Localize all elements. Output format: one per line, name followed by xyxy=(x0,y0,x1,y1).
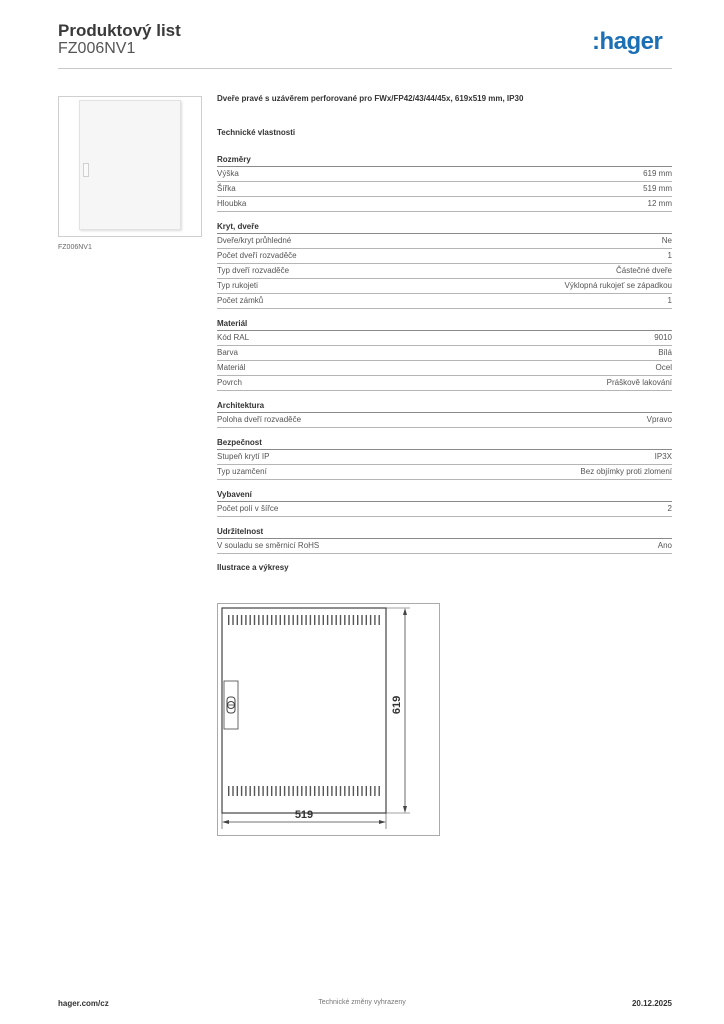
spec-label: V souladu se směrnicí RoHS xyxy=(217,541,320,550)
spec-label: Dveře/kryt průhledné xyxy=(217,236,292,245)
spec-section xyxy=(217,154,672,212)
technical-drawing xyxy=(217,603,440,836)
vent-slot xyxy=(254,615,255,625)
vent-slot xyxy=(267,786,268,796)
vent-slot xyxy=(228,615,229,625)
section-title: Udržitelnost xyxy=(217,526,672,539)
section-title: Vybavení xyxy=(217,489,672,502)
spec-label: Povrch xyxy=(217,378,242,387)
spec-label: Počet zámků xyxy=(217,296,264,305)
vent-slot xyxy=(353,615,354,625)
height-arrow-top xyxy=(403,608,407,615)
vent-slot xyxy=(254,786,255,796)
vent-slot xyxy=(366,786,367,796)
door-handle-image xyxy=(83,163,89,177)
vent-slot xyxy=(314,786,315,796)
vent-slot xyxy=(245,786,246,796)
vent-slot xyxy=(370,786,371,796)
vent-slot xyxy=(288,786,289,796)
vent-slot xyxy=(374,786,375,796)
spec-value: Bez objímky proti zlomení xyxy=(580,467,672,476)
vent-slot xyxy=(293,615,294,625)
vent-slot xyxy=(327,786,328,796)
spec-section xyxy=(217,318,672,391)
spec-value: 619 mm xyxy=(643,169,672,178)
spec-row xyxy=(217,249,672,264)
spec-label: Typ dveří rozvaděče xyxy=(217,266,290,275)
footer-website: hager.com/cz xyxy=(58,999,109,1008)
vent-slot xyxy=(305,615,306,625)
vent-slot xyxy=(336,786,337,796)
spec-value: Vpravo xyxy=(646,415,672,424)
vent-slot xyxy=(288,615,289,625)
vent-slot xyxy=(262,786,263,796)
spec-value: Bílá xyxy=(658,348,672,357)
spec-section xyxy=(217,221,672,309)
spec-label: Kód RAL xyxy=(217,333,250,342)
logo-text: hager xyxy=(599,28,663,55)
vent-slot xyxy=(267,615,268,625)
spec-row xyxy=(217,413,672,428)
spec-label: Počet dveří rozvaděče xyxy=(217,251,297,260)
vent-slot xyxy=(379,786,380,796)
vent-slot xyxy=(250,786,251,796)
vent-slot xyxy=(331,615,332,625)
vent-slot xyxy=(262,615,263,625)
spec-label: Výška xyxy=(217,169,239,178)
page-title: Produktový list xyxy=(58,21,181,40)
vent-slot xyxy=(241,615,242,625)
vent-slot xyxy=(370,615,371,625)
vent-slot xyxy=(323,615,324,625)
vent-slot xyxy=(318,615,319,625)
spec-section xyxy=(217,489,672,517)
vent-slot xyxy=(310,786,311,796)
vent-slot xyxy=(293,786,294,796)
vent-slot xyxy=(357,786,358,796)
spec-label: Typ rukojeti xyxy=(217,281,258,290)
spec-label: Poloha dveří rozvaděče xyxy=(217,415,302,424)
vent-slot xyxy=(314,615,315,625)
height-label: 619 xyxy=(391,695,403,715)
spec-section xyxy=(217,437,672,480)
vent-slot xyxy=(344,615,345,625)
spec-row xyxy=(217,264,672,279)
top-vents xyxy=(228,615,380,625)
spec-row xyxy=(217,450,672,465)
spec-row xyxy=(217,294,672,309)
spec-label: Hloubka xyxy=(217,199,247,208)
spec-value: IP3X xyxy=(654,452,672,461)
spec-value: 12 mm xyxy=(647,199,672,208)
spec-value: Ano xyxy=(657,541,672,550)
vent-slot xyxy=(310,615,311,625)
section-title: Materiál xyxy=(217,318,672,331)
vent-slot xyxy=(361,786,362,796)
spec-row xyxy=(217,346,672,361)
vent-slot xyxy=(297,786,298,796)
door-drawing-svg xyxy=(218,604,439,835)
spec-row xyxy=(217,331,672,346)
spec-value: Částečné dveře xyxy=(615,266,672,275)
spec-row xyxy=(217,279,672,294)
vent-slot xyxy=(237,786,238,796)
width-arrow-left xyxy=(222,820,229,824)
footer-note: Technické změny vyhrazeny xyxy=(318,999,406,1006)
spec-section xyxy=(217,526,672,554)
spec-label: Barva xyxy=(217,348,238,357)
vent-slot xyxy=(232,615,233,625)
vent-slot xyxy=(305,786,306,796)
illustration-heading: Ilustrace a výkresy xyxy=(217,563,289,572)
header-divider xyxy=(58,68,672,69)
product-image-caption: FZ006NV1 xyxy=(58,244,92,251)
spec-value: Výklopná rukojeť se západkou xyxy=(564,281,672,290)
vent-slot xyxy=(284,615,285,625)
spec-value: 1 xyxy=(667,296,672,305)
vent-slot xyxy=(271,615,272,625)
section-title: Bezpečnost xyxy=(217,437,672,450)
vent-slot xyxy=(228,786,229,796)
height-arrow-bottom xyxy=(403,806,407,813)
hager-logo: :hager xyxy=(592,28,663,55)
vent-slot xyxy=(348,615,349,625)
spec-row xyxy=(217,502,672,517)
spec-row xyxy=(217,361,672,376)
spec-label: Stupeň krytí IP xyxy=(217,452,270,461)
vent-slot xyxy=(297,615,298,625)
vent-slot xyxy=(353,786,354,796)
spec-value: 2 xyxy=(667,504,672,513)
spec-row xyxy=(217,182,672,197)
vent-slot xyxy=(275,615,276,625)
spec-label: Počet polí v šířce xyxy=(217,504,279,513)
vent-slot xyxy=(323,786,324,796)
vent-slot xyxy=(250,615,251,625)
vent-slot xyxy=(366,615,367,625)
spec-row xyxy=(217,234,672,249)
spec-label: Typ uzamčení xyxy=(217,467,267,476)
vent-slot xyxy=(241,786,242,796)
vent-slot xyxy=(280,615,281,625)
bottom-vents xyxy=(228,786,380,796)
spec-value: Ne xyxy=(661,236,672,245)
vent-slot xyxy=(340,786,341,796)
spec-label: Šířka xyxy=(217,184,236,193)
spec-section xyxy=(217,400,672,428)
spec-row xyxy=(217,167,672,182)
spec-value: 9010 xyxy=(654,333,672,342)
vent-slot xyxy=(331,786,332,796)
vent-slot xyxy=(245,615,246,625)
spec-row xyxy=(217,539,672,554)
vent-slot xyxy=(284,786,285,796)
vent-slot xyxy=(357,615,358,625)
footer-date: 20.12.2025 xyxy=(631,999,672,1008)
product-details xyxy=(217,94,672,572)
product-code: FZ006NV1 xyxy=(58,40,136,57)
vent-slot xyxy=(258,615,259,625)
tech-heading: Technické vlastnosti xyxy=(217,128,296,137)
vent-slot xyxy=(379,615,380,625)
spec-row xyxy=(217,376,672,391)
section-title: Rozměry xyxy=(217,154,672,167)
vent-slot xyxy=(301,615,302,625)
spec-sections xyxy=(217,154,672,554)
vent-slot xyxy=(275,786,276,796)
door-outline xyxy=(222,608,386,813)
vent-slot xyxy=(271,786,272,796)
product-description: Dveře pravé s uzávěrem perforované pro FWx/FP42/43/44/45x, 619x519 mm, IP30 xyxy=(217,94,524,103)
vent-slot xyxy=(237,615,238,625)
vent-slot xyxy=(340,615,341,625)
spec-value: 519 mm xyxy=(643,184,672,193)
vent-slot xyxy=(318,786,319,796)
vent-slot xyxy=(327,615,328,625)
section-title: Architektura xyxy=(217,400,672,413)
spec-value: 1 xyxy=(667,251,672,260)
vent-slot xyxy=(361,615,362,625)
spec-value: Ocel xyxy=(655,363,672,372)
vent-slot xyxy=(232,786,233,796)
width-arrow-right xyxy=(379,820,386,824)
vent-slot xyxy=(348,786,349,796)
vent-slot xyxy=(336,615,337,625)
spec-label: Materiál xyxy=(217,363,246,372)
width-label: 519 xyxy=(294,809,314,821)
door-image xyxy=(79,100,181,230)
section-title: Kryt, dveře xyxy=(217,221,672,234)
spec-value: Práškově lakování xyxy=(606,378,672,387)
vent-slot xyxy=(301,786,302,796)
spec-row xyxy=(217,197,672,212)
product-image xyxy=(58,96,202,237)
vent-slot xyxy=(344,786,345,796)
vent-slot xyxy=(280,786,281,796)
vent-slot xyxy=(374,615,375,625)
vent-slot xyxy=(258,786,259,796)
spec-row xyxy=(217,465,672,480)
